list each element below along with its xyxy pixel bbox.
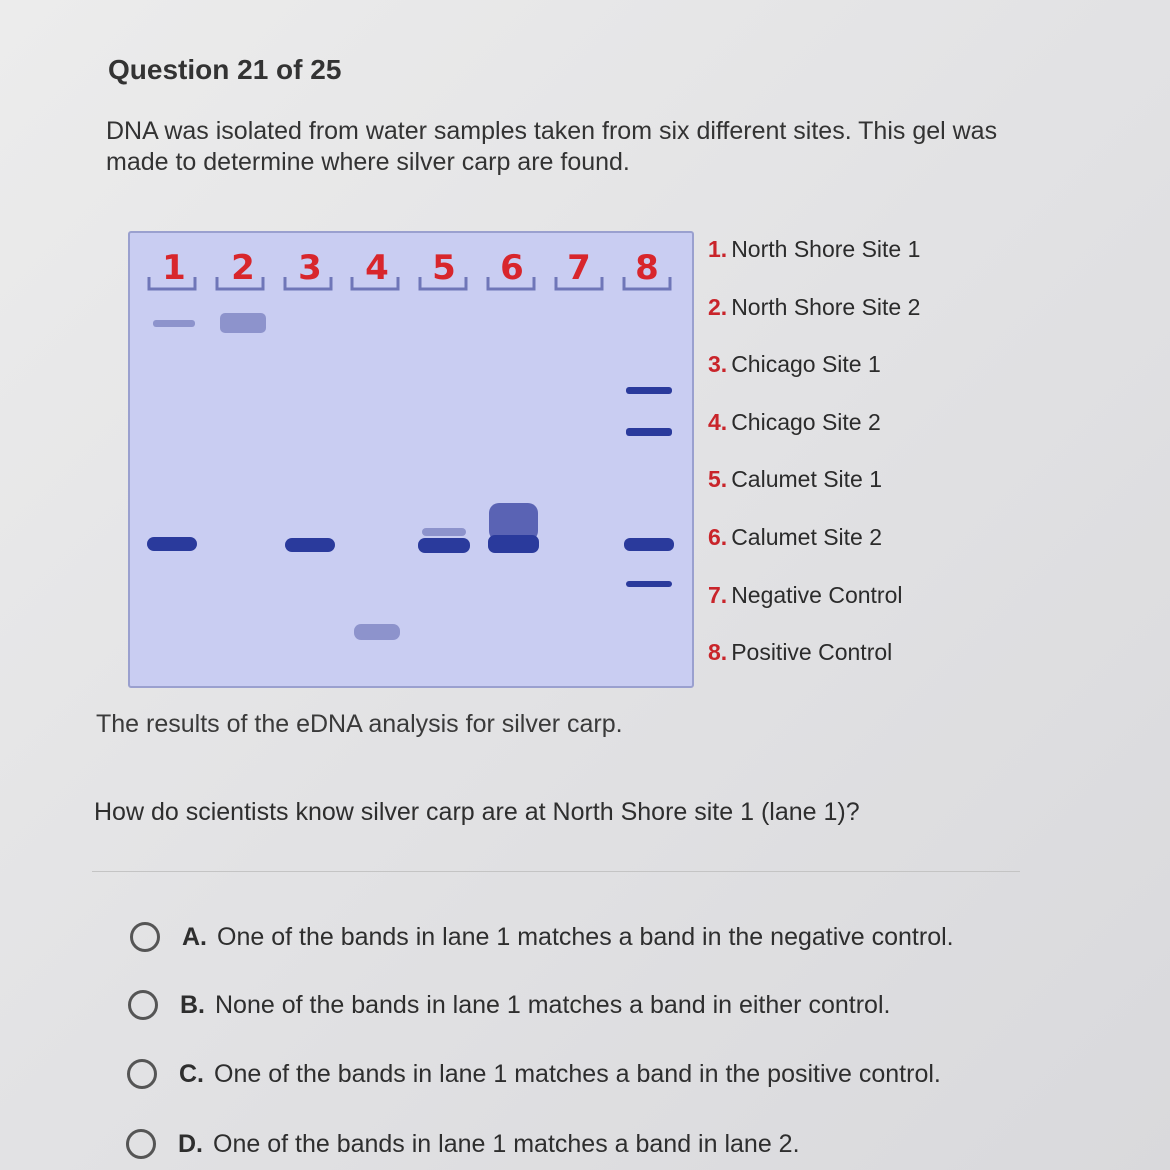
legend-label: Negative Control xyxy=(731,581,903,608)
answer-option-c[interactable] xyxy=(127,1054,941,1094)
legend-item xyxy=(708,351,920,409)
radio-button-c[interactable] xyxy=(127,1059,157,1089)
legend-label: Chicago Site 2 xyxy=(731,408,881,435)
answer-option-d[interactable] xyxy=(126,1124,800,1164)
band-lane2-top xyxy=(220,313,266,333)
lane-number-5: 5 xyxy=(432,248,456,288)
legend-number: 1. xyxy=(708,236,728,262)
legend-number: 2. xyxy=(708,293,728,320)
radio-button-a[interactable] xyxy=(130,922,160,952)
legend-label: Chicago Site 1 xyxy=(731,351,881,378)
legend-number: 5. xyxy=(708,466,728,493)
legend-label: Positive Control xyxy=(731,639,893,666)
legend-label: Calumet Site 1 xyxy=(731,466,883,493)
legend-item xyxy=(708,466,920,524)
question-text: How do scientists know silver carp are at North Shore site 1 (lane 1)? xyxy=(94,798,860,826)
lane-number-7: 7 xyxy=(567,248,591,288)
band-lane6-middle xyxy=(488,535,539,553)
band-lane8-upper-1 xyxy=(626,387,672,394)
option-letter: B. xyxy=(180,990,205,1019)
legend-item xyxy=(708,524,920,582)
band-lane8-middle xyxy=(624,538,674,551)
gel-drawing xyxy=(128,231,694,688)
option-text: None of the bands in lane 1 matches a band in either control. xyxy=(215,990,891,1019)
legend-item xyxy=(708,639,920,697)
band-lane1-middle xyxy=(147,537,197,551)
option-text: One of the bands in lane 1 matches a band in the positive control. xyxy=(214,1059,941,1088)
lane-number-4: 4 xyxy=(365,248,389,288)
legend-number: 8. xyxy=(708,639,728,666)
legend-number: 4. xyxy=(708,408,728,435)
answer-option-a[interactable] xyxy=(130,917,954,957)
legend-item xyxy=(708,582,920,640)
radio-button-b[interactable] xyxy=(128,990,158,1020)
legend-number: 7. xyxy=(708,581,728,608)
legend-number: 3. xyxy=(708,351,728,378)
option-letter: C. xyxy=(179,1059,204,1088)
legend-number: 6. xyxy=(708,523,728,550)
lane-number-6: 6 xyxy=(500,248,524,288)
option-text: One of the bands in lane 1 matches a band in the negative control. xyxy=(217,922,954,951)
option-text: One of the bands in lane 1 matches a band in lane 2. xyxy=(213,1129,800,1158)
lane-number-1: 1 xyxy=(162,248,186,288)
lane-number-8: 8 xyxy=(635,248,659,288)
question-header: Question 21 of 25 xyxy=(108,54,342,85)
divider xyxy=(92,871,1020,872)
option-letter: D. xyxy=(178,1129,203,1158)
lane-number-3: 3 xyxy=(298,248,322,288)
lane-number-2: 2 xyxy=(231,248,255,288)
legend-item xyxy=(708,236,920,294)
gel-wells xyxy=(149,277,670,289)
band-lane5-middle xyxy=(418,538,470,553)
option-letter: A. xyxy=(182,922,207,951)
band-lane3-middle xyxy=(285,538,335,552)
legend-label: North Shore Site 2 xyxy=(731,293,921,320)
legend-label: North Shore Site 1 xyxy=(731,236,921,262)
question-prompt: DNA was isolated from water samples taken from six different sites. This gel was made to determine where silver carp are found. xyxy=(106,117,998,176)
radio-button-d[interactable] xyxy=(126,1129,156,1159)
gel-bands xyxy=(147,313,674,640)
band-lane1-top xyxy=(153,320,195,327)
band-lane4-bottom xyxy=(354,624,400,640)
band-lane5-faint xyxy=(422,528,466,536)
band-lane8-lower xyxy=(626,581,672,587)
band-lane8-upper-2 xyxy=(626,428,672,436)
gel-legend xyxy=(708,236,920,697)
figure-caption: The results of the eDNA analysis for silver carp. xyxy=(96,710,623,738)
legend-label: Calumet Site 2 xyxy=(731,523,883,550)
answer-option-b[interactable] xyxy=(128,985,890,1025)
legend-item xyxy=(708,294,920,352)
gel-figure xyxy=(128,231,694,688)
legend-item xyxy=(708,409,920,467)
